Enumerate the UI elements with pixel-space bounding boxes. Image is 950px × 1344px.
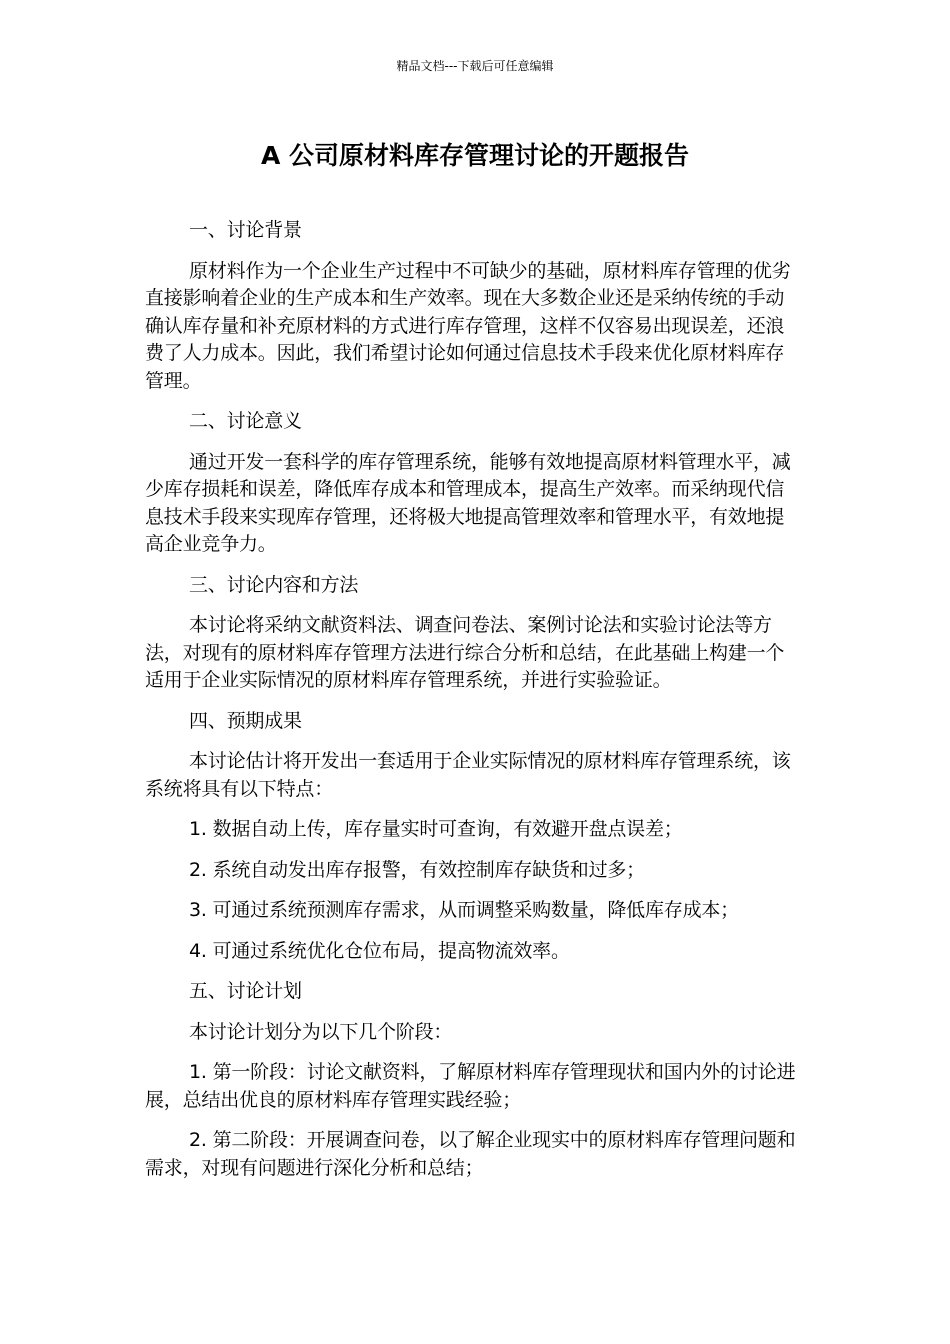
section-paragraph-expected-results: 本讨论估计将开发出一套适用于企业实际情况的原材料库存管理系统，该系统将具有以下特点： — [145, 750, 791, 800]
section-heading-content-methods: 三、讨论内容和方法 — [189, 573, 359, 596]
section-paragraph-background: 原材料作为一个企业生产过程中不可缺少的基础，原材料库存管理的优劣直接影响着企业的生产成本和生产效率。现在大多数企业还是采纳传统的手动确认库存量和补充原材料的方式进行库存管理，这样不仅容易出现误差，还浪费了人力成本。因此，我们希望讨论如何通过信息技术手段来优化原材料库存管理。 — [145, 259, 791, 392]
section-heading-background: 一、讨论背景 — [189, 219, 302, 241]
list-item: 2. 系统自动发出库存报警，有效控制库存缺货和过多； — [189, 858, 645, 881]
list-item: 2. 第二阶段：开展调查问卷，以了解企业现实中的原材料库存管理问题和需求，对现有问题进行深化分析和总结； — [145, 1129, 796, 1179]
section-paragraph-content-methods: 本讨论将采纳文献资料法、调查问卷法、案例讨论法和实验讨论法等方法，对现有的原材料库存管理方法进行综合分析和总结，在此基础上构建一个适用于企业实际情况的原材料库存管理系统，并进行实验验证。 — [145, 614, 785, 691]
document-title: A 公司原材料库存管理讨论的开题报告 — [260, 141, 690, 170]
list-item: 3. 可通过系统预测库存需求，从而调整采购数量，降低库存成本； — [189, 899, 739, 921]
section-heading-significance: 二、讨论意义 — [189, 410, 302, 432]
list-item: 1. 数据自动上传，库存量实时可查询，有效避开盘点误差； — [189, 818, 683, 840]
section-paragraph-plan: 本讨论计划分为以下几个阶段： — [189, 1020, 453, 1043]
section-heading-plan: 五、讨论计划 — [189, 980, 302, 1002]
list-item: 1. 第一阶段：讨论文献资料，了解原材料库存管理现状和国内外的讨论进展，总结出优良的原材料库存管理实践经验； — [145, 1061, 796, 1111]
document-body — [145, 217, 797, 1182]
section-paragraph-significance: 通过开发一套科学的库存管理系统，能够有效地提高原材料管理水平，减少库存损耗和误差，降低库存成本和管理成本，提高生产效率。而采纳现代信息技术手段来实现库存管理，还将极大地提高管理效率和管理水平，有效地提高企业竞争力。 — [145, 450, 791, 555]
section-heading-expected-results: 四、预期成果 — [189, 709, 302, 732]
list-item: 4. 可通过系统优化仓位布局，提高物流效率。 — [189, 939, 570, 962]
page-header-watermark: 精品文档---下载后可任意编辑 — [396, 59, 554, 73]
